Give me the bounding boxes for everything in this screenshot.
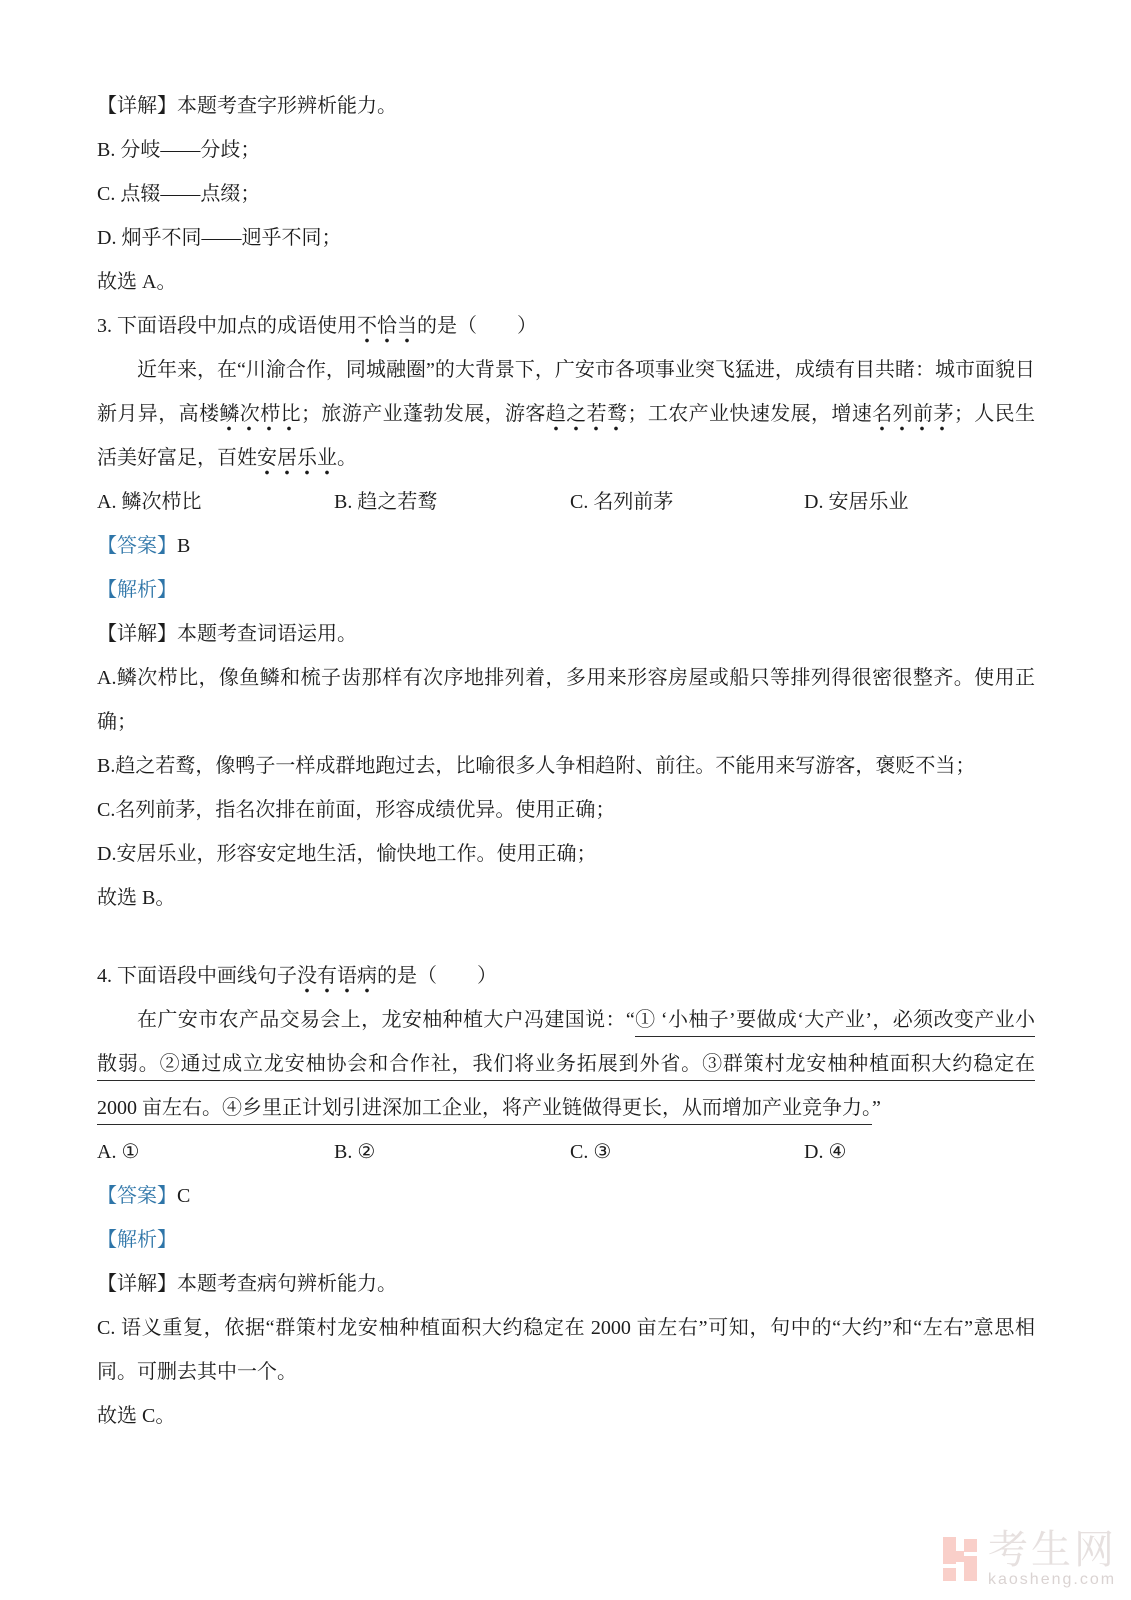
q2-detail-line: [97, 84, 1035, 128]
q3-explain-b: B.趋之若鹜，像鸭子一样成群地跑过去，比喻很多人争相趋附、前往。不能用来写游客，褒贬不当；: [97, 755, 976, 777]
q3-passage-seg6: ；人民生活美好富足，百姓: [97, 403, 1036, 469]
q3-passage-idiom3: 名列前茅: [872, 403, 954, 431]
q3-passage-seg2: ；旅游产业蓬勃发展，游客: [301, 403, 546, 425]
q3-title-emphasized: 不恰当: [357, 315, 417, 343]
q3-title: [97, 304, 1035, 348]
q3-options-row: [97, 480, 1035, 524]
q3-explain-c: C.名列前茅，指名次排在前面，形容成绩优异。使用正确；: [97, 799, 616, 821]
answer-label: 【答案】: [97, 1185, 177, 1207]
q3-passage-idiom1: 鳞次栉比: [219, 403, 301, 431]
q3-conclusion: 故选 B。: [97, 887, 176, 909]
q4-conclusion: 故选 C。: [97, 1405, 176, 1427]
q3-option-d: D. 安居乐业: [804, 491, 909, 513]
q3-answer-line: [97, 524, 1035, 568]
analysis-label: 【解析】: [97, 1229, 177, 1251]
q4-detail-text: 本题考查病句辨析能力。: [177, 1273, 397, 1295]
q4-title-emphasized: 没有语病: [297, 965, 377, 993]
q3-option-c: C. 名列前茅: [570, 491, 674, 513]
q3-option-a: A. 鳞次栉比: [97, 491, 202, 513]
watermark-text-block: [988, 1529, 1117, 1589]
q3-passage-seg0: 近年来，在“川渝合作，同城融圈”的大背景下，广安市各项事业突飞猛进，成绩有目共睹：城市面貌日新月异，高楼: [97, 359, 1035, 425]
q4-underlined-sentence-1: ① ‘小柚子’要做成‘大产业’，必须改变产业小散弱。: [97, 1009, 1035, 1081]
q4-analysis-line: [97, 1218, 1035, 1262]
q3-detail-line: [97, 612, 1035, 656]
kaosheng-logo-icon: [941, 1532, 979, 1584]
question3-section: [97, 304, 1035, 920]
q4-title-post: 的是（ ）: [377, 965, 497, 987]
kaosheng-watermark: [941, 1529, 1117, 1589]
q4-answer-line: [97, 1174, 1035, 1218]
detail-label: 【详解】: [97, 623, 177, 645]
q4-detail-line: [97, 1262, 1035, 1306]
answer-label: 【答案】: [97, 535, 177, 557]
question4-section: [97, 954, 1035, 1438]
q2-correction-b: B. 分岐——分歧；: [97, 139, 261, 161]
q3-passage-seg8: 。: [337, 447, 357, 469]
q2-detail-text: 本题考查字形辨析能力。: [177, 95, 397, 117]
q4-option-b: B. ②: [334, 1141, 376, 1163]
q2-correction-d: D. 炯乎不同——迥乎不同；: [97, 227, 342, 249]
q3-title-pre: 3. 下面语段中加点的成语使用: [97, 315, 357, 337]
q3-explain-d: D.安居乐业，形容安定地生活，愉快地工作。使用正确；: [97, 843, 597, 865]
q3-passage: [97, 348, 1035, 480]
q4-answer-value: C: [177, 1185, 191, 1207]
q4-options-row: [97, 1130, 1035, 1174]
q4-passage-close: ”: [872, 1097, 881, 1119]
q4-title-pre: 4. 下面语段中画线句子: [97, 965, 297, 987]
q3-title-post: 的是（ ）: [417, 315, 537, 337]
q4-passage: [97, 998, 1035, 1130]
detail-label: 【详解】: [97, 1273, 177, 1295]
q3-passage-seg4: ；工农产业快速发展，增速: [627, 403, 873, 425]
q4-option-d: D. ④: [804, 1141, 847, 1163]
q4-title: [97, 954, 1035, 998]
q3-answer-value: B: [177, 535, 191, 557]
q4-option-a: A. ①: [97, 1141, 140, 1163]
q2-conclusion: 故选 A。: [97, 271, 177, 293]
q2-correction-c: C. 点辍——点缀；: [97, 183, 261, 205]
q3-explain-a: A.鳞次栉比，像鱼鳞和梳子齿那样有次序地排列着，多用来形容房屋或船只等排列得很密很整齐。使用正确；: [97, 667, 1035, 733]
q3-analysis-line: [97, 568, 1035, 612]
q3-detail-text: 本题考查词语运用。: [177, 623, 357, 645]
exam-answer-document: [97, 84, 1035, 1438]
q4-underlined-sentence-2: ②通过成立龙安柚协会和合作社，我们将业务拓展到外省。: [160, 1053, 702, 1081]
q4-underlined-sentence-3: ③群策村龙安柚种植面积大约稳定在 2000 亩左右。: [97, 1053, 1035, 1125]
q4-underlined-sentence-4: ④乡里正计划引进深加工企业，将产业链做得更长，从而增加产业竞争力。: [222, 1097, 872, 1125]
q3-passage-idiom4: 安居乐业: [257, 447, 337, 475]
question2-explanation-section: [97, 84, 1035, 304]
detail-label: 【详解】: [97, 95, 177, 117]
q4-option-c: C. ③: [570, 1141, 612, 1163]
q3-passage-idiom2: 趋之若鹜: [546, 403, 628, 431]
q4-passage-intro: 在广安市农产品交易会上，龙安柚种植大户冯建国说：“: [137, 1009, 635, 1031]
q4-explain-c: C. 语义重复，依据“群策村龙安柚种植面积大约稳定在 2000 亩左右”可知，句中的“大约”和“左右”意思相同。可删去其中一个。: [97, 1317, 1035, 1383]
q3-option-b: B. 趋之若鹜: [334, 491, 438, 513]
analysis-label: 【解析】: [97, 579, 177, 601]
watermark-site-url: kaosheng.com: [988, 1571, 1117, 1588]
watermark-site-name: 考生网: [988, 1527, 1117, 1572]
